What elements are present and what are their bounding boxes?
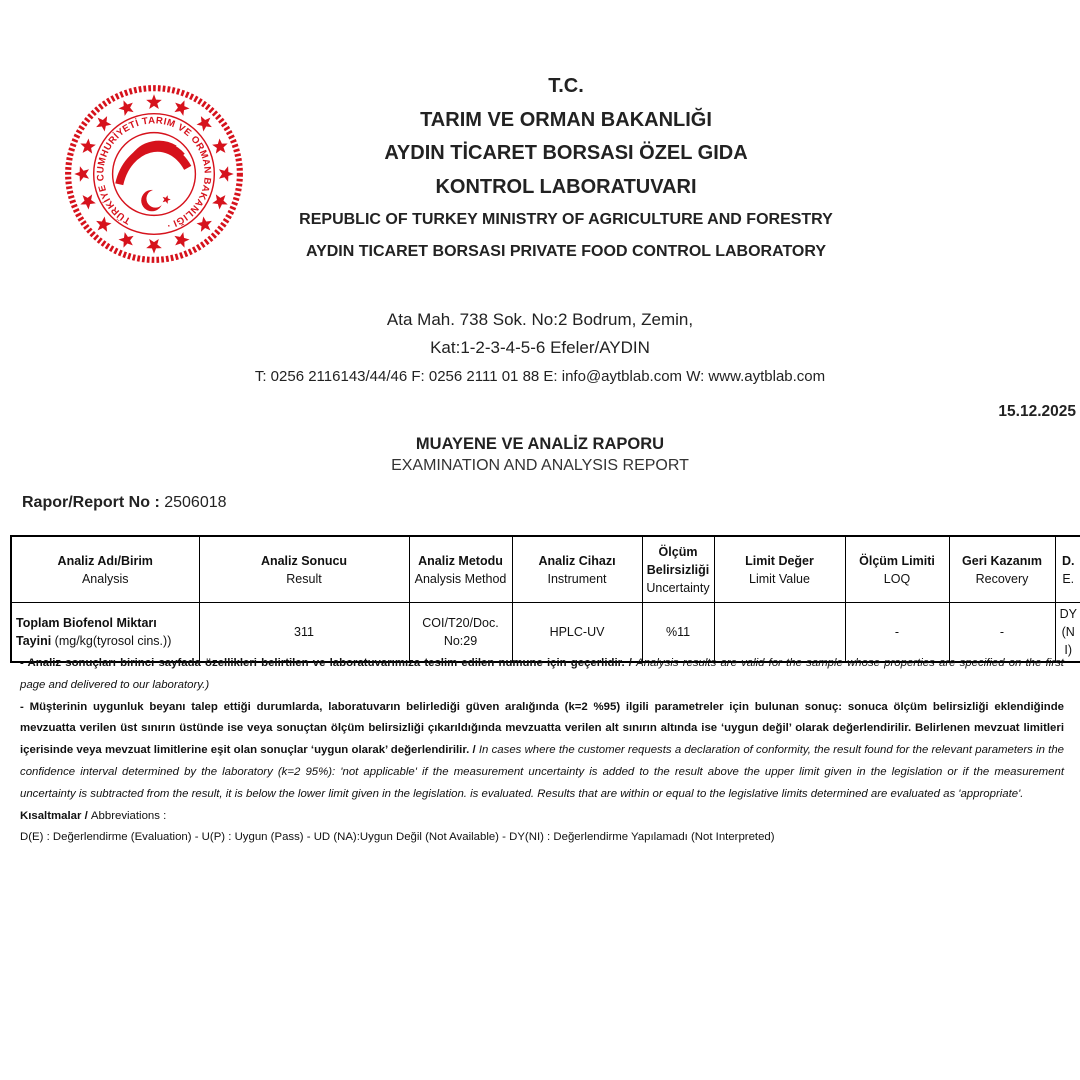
col-header-loq-en: LOQ [883,571,911,586]
col-header-loq [845,536,949,603]
abbreviations-title [20,806,1064,828]
footer-notes [20,653,1064,849]
analysis-name: Toplam Biofenol Miktarı Tayini [16,616,157,648]
report-number-value: 2506018 [164,494,227,511]
report-date: 15.12.2025 [998,403,1076,420]
col-header-recovery-en: Recovery [975,571,1029,586]
col-header-evaluation [1055,536,1080,603]
address-block [0,306,1080,390]
org-title-tc: T.C. [548,75,584,97]
abbreviations-line: D(E) : Değerlendirme (Evaluation) - U(P) : Uygun (Pass) - UD (NA):Uygun Değil (Not Available) - DY(NI) : Değerlendirme Yapılamadı (Not Interpreted) [20,831,775,844]
abbreviations-label-en: Abbreviations : [90,809,167,822]
col-header-instrument-en: Instrument [547,571,607,586]
col-header-method-en: Analysis Method [414,571,507,586]
col-header-analysis [11,536,199,603]
col-header-method-tr: Analiz Metodu [418,553,503,568]
org-title-lab-tr-2: KONTROL LABORATUVARI [435,175,697,198]
note-1 [20,653,1064,697]
col-header-uncertainty-tr: Ölçüm Belirsizliği [646,544,710,577]
col-header-uncertainty-en: Uncertainty [646,580,710,595]
note-2-en: In cases where the customer requests a declaration of conformity, the result found for the relevant parameters in the confidence interval determined by the laboratory (k=2 95%): 'not applicable' if the measurement uncertainty is added to the result above the upper limit given in the legislation or if the measurement uncertainty is subtracted from the result, it is below the lower limit given in the legislation. is evaluated. Results that are within or equal to the legislative limits determined are evaluated as 'appropriate'. [20,744,1064,800]
cell-recovery: - [949,603,1055,663]
org-title-lab-tr-1: AYDIN TİCARET BORSASI ÖZEL GIDA [384,142,748,164]
analysis-results-table [10,535,1080,663]
col-header-result [199,536,409,603]
col-header-recovery [949,536,1055,603]
contact-line: T: 0256 2116143/44/46 F: 0256 2111 01 88 E: info@aytblab.com W: www.aytblab.com [254,368,826,385]
col-header-recovery-tr: Geri Kazanım [962,553,1042,568]
col-header-instrument-tr: Analiz Cihazı [538,553,616,568]
col-header-instrument [512,536,642,603]
col-header-uncertainty [642,536,714,603]
cell-uncertainty: %11 [642,603,714,663]
cell-instrument: HPLC-UV [512,603,642,663]
col-header-analysis-tr: Analiz Adı/Birim [57,553,153,568]
report-number [22,494,227,512]
col-header-limit-value [714,536,845,603]
note-2-tr: - Müşterinin uygunluk beyanı talep ettiği durumlarda, laboratuvarın belirlediği güven aralığında (k=2 %95) ilgili parametreler için bulunan sonuç: sonuca ölçüm belirsizliği eklendiğinde mevzuatta verilen üst sınırın üstünde ise veya sonuçtan ölçüm belirsizliği çıkarıldığında mevzuatta verilen alt sınırın altında ise ‘uygun değil’ olarak değerlendirilir. Belirlenen mevzuat limitleri içerisinde veya mevzuat limitlerine eşit olan sonuçlar ‘uygun olarak’ değerlendirilir. / [20,700,1064,757]
note-2 [20,697,1064,806]
org-header [0,70,1080,268]
report-title-en: EXAMINATION AND ANALYSIS REPORT [391,457,689,474]
col-header-method [409,536,512,603]
col-header-evaluation-en: E. [1062,571,1075,586]
cell-evaluation: DY (NI) [1055,603,1080,663]
address-line-2: Kat:1-2-3-4-5-6 Efeler/AYDIN [430,338,650,357]
cell-loq: - [845,603,949,663]
report-number-label: Rapor/Report No : [22,494,160,511]
org-title-lab-en: AYDIN TICARET BORSASI PRIVATE FOOD CONTROL LABORATORY [305,243,827,260]
col-header-evaluation-tr: D. [1062,553,1075,568]
address-line-1: Ata Mah. 738 Sok. No:2 Bodrum, Zemin, [386,310,694,329]
table-header-row [11,536,1080,603]
report-titles [0,433,1080,477]
analysis-unit: (mg/kg(tyrosol cins.)) [51,634,172,648]
report-title-tr: MUAYENE VE ANALİZ RAPORU [415,435,665,453]
note-1-tr: - Analiz sonuçları birinci sayfada özellikleri belirtilen ve laboratuvarımıza teslim edilen numune için geçerlidir. / [20,657,637,669]
abbreviations-label-tr: Kısaltmalar / [20,809,91,822]
seal-circular-text: TÜRKİYE CUMHURİYETİ TARIM VE ORMAN BAKANLIĞI · [95,115,213,232]
col-header-result-en: Result [286,571,322,586]
col-header-analysis-en: Analysis [81,571,129,586]
cell-method: COI/T20/Doc. No:29 [409,603,512,663]
col-header-limit-value-tr: Limit Değer [745,553,814,568]
org-title-ministry-en: REPUBLIC OF TURKEY MINISTRY OF AGRICULTURE AND FORESTRY [299,211,833,228]
note-1-en: Analysis results are valid for the sample whose properties are specified on the first page and delivered to our laboratory.) [20,657,1064,691]
col-header-loq-tr: Ölçüm Limiti [859,553,935,568]
col-header-result-tr: Analiz Sonucu [260,553,348,568]
org-title-ministry-tr: TARIM VE ORMAN BAKANLIĞI [420,108,712,131]
col-header-limit-value-en: Limit Value [749,571,810,586]
cell-result: 311 [199,603,409,663]
